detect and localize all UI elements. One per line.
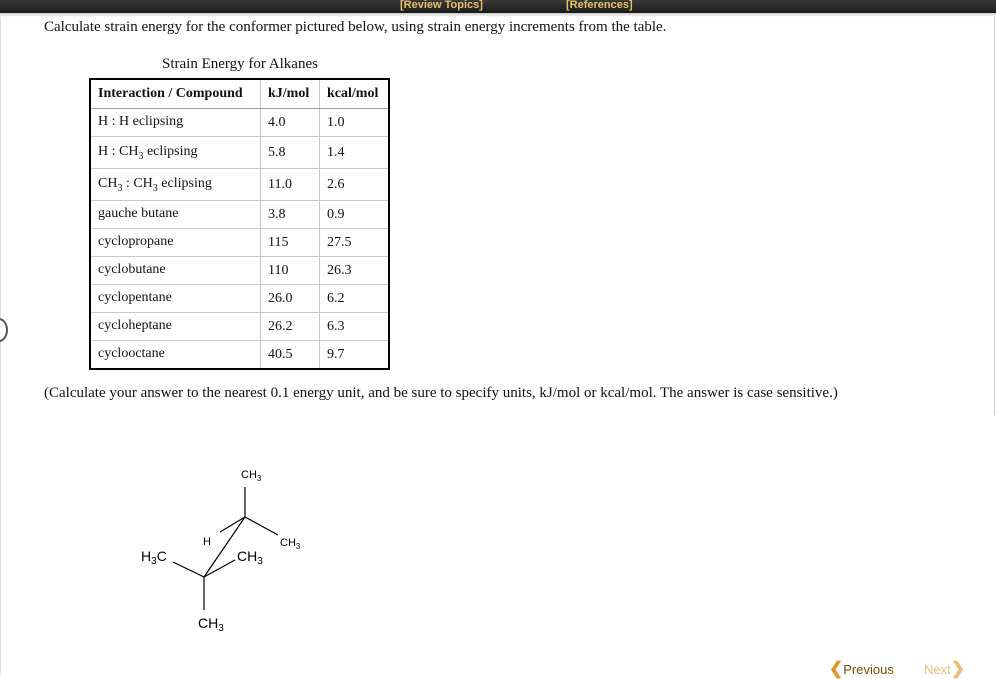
table-row [90, 257, 389, 285]
review-topics-link[interactable]: [Review Topics] [400, 0, 483, 11]
table-row [90, 313, 389, 341]
kcal-value-cell: 26.3 [320, 257, 390, 285]
previous-label: Previous [843, 662, 894, 677]
bond-front-left [220, 517, 245, 532]
kcal-value-cell: 1.0 [320, 109, 390, 137]
top-bar [0, 0, 996, 13]
subscript: 3 [138, 150, 144, 162]
table-row [90, 169, 389, 201]
table-row [90, 285, 389, 313]
chevron-left-icon: ❮ [829, 659, 844, 678]
kcal-value-cell: 6.2 [320, 285, 390, 313]
interaction-cell [90, 257, 261, 285]
left-border [0, 17, 1, 674]
next-button[interactable] [924, 660, 965, 679]
table-row [90, 229, 389, 257]
interaction-text: cyclooctane [98, 345, 165, 361]
bond-front-right [245, 517, 278, 535]
kcal-value-cell: 2.6 [320, 169, 390, 201]
table-row [90, 341, 389, 370]
kcal-value-cell: 0.9 [320, 201, 390, 229]
interaction-text: cyclopentane [98, 289, 172, 305]
collapse-handle[interactable] [0, 318, 8, 342]
table-row [90, 201, 389, 229]
chevron-right-icon: ❯ [950, 659, 965, 678]
interaction-cell [90, 341, 261, 370]
column-header: Interaction / Compound [90, 79, 261, 109]
interaction-text: H : H eclipsing [98, 113, 184, 129]
interaction-text: H : CH [98, 143, 139, 159]
kj-value-cell: 40.5 [261, 341, 320, 370]
question-instruction: Calculate strain energy for the conformer pictured below, using strain energy increments from the table. [44, 19, 667, 35]
interaction-text: cycloheptane [98, 317, 172, 333]
kj-value-cell: 3.8 [261, 201, 320, 229]
back-bottom-ch3-label: $CH_3$ [198, 615, 224, 634]
table-row [90, 109, 389, 137]
subscript: 3 [152, 182, 158, 194]
front-right-ch3-label: $CH_3$ [280, 537, 301, 551]
interaction-text: cyclopropane [98, 233, 174, 249]
interaction-cell [90, 169, 261, 201]
front-left-h-label: H [203, 536, 211, 548]
kj-value-cell: 110 [261, 257, 320, 285]
kcal-value-cell: 27.5 [320, 229, 390, 257]
interaction-text: gauche butane [98, 205, 179, 221]
column-header: kJ/mol [261, 79, 320, 109]
back-right-ch3-label: $CH_3$ [237, 548, 263, 567]
bond-back-right [204, 560, 235, 577]
newman-projection [120, 455, 320, 640]
strain-energy-table [89, 78, 390, 370]
front-top-ch3-label: $CH_3$ [241, 469, 262, 483]
subscript: 3 [117, 182, 123, 194]
kcal-value-cell: 6.3 [320, 313, 390, 341]
table-row [90, 137, 389, 169]
back-left-h3c-label: $H_3C$ [141, 548, 167, 567]
interaction-text: eclipsing [157, 175, 212, 191]
references-link[interactable]: [References] [566, 0, 633, 11]
kj-value-cell: 115 [261, 229, 320, 257]
next-label: Next [924, 662, 951, 677]
kj-value-cell: 4.0 [261, 109, 320, 137]
interaction-cell [90, 137, 261, 169]
interaction-cell [90, 109, 261, 137]
kj-value-cell: 5.8 [261, 137, 320, 169]
kj-value-cell: 26.0 [261, 285, 320, 313]
previous-button[interactable] [829, 660, 894, 679]
table-header-row [90, 79, 389, 109]
answer-note: (Calculate your answer to the nearest 0.1 energy unit, and be sure to specify units, kJ/mol or kcal/mol. The answer is case sensitive.) [44, 385, 838, 401]
kcal-value-cell: 9.7 [320, 341, 390, 370]
kj-value-cell: 26.2 [261, 313, 320, 341]
interaction-text: : CH [122, 175, 153, 191]
interaction-cell [90, 229, 261, 257]
interaction-cell [90, 285, 261, 313]
interaction-cell [90, 201, 261, 229]
interaction-text: eclipsing [143, 143, 198, 159]
kcal-value-cell: 1.4 [320, 137, 390, 169]
interaction-cell [90, 313, 261, 341]
table-caption: Strain Energy for Alkanes [162, 56, 318, 72]
kj-value-cell: 11.0 [261, 169, 320, 201]
interaction-text: CH [98, 175, 118, 191]
interaction-text: cyclobutane [98, 261, 166, 277]
content-border [994, 17, 995, 415]
column-header: kcal/mol [320, 79, 390, 109]
bond-back-left [173, 562, 204, 577]
